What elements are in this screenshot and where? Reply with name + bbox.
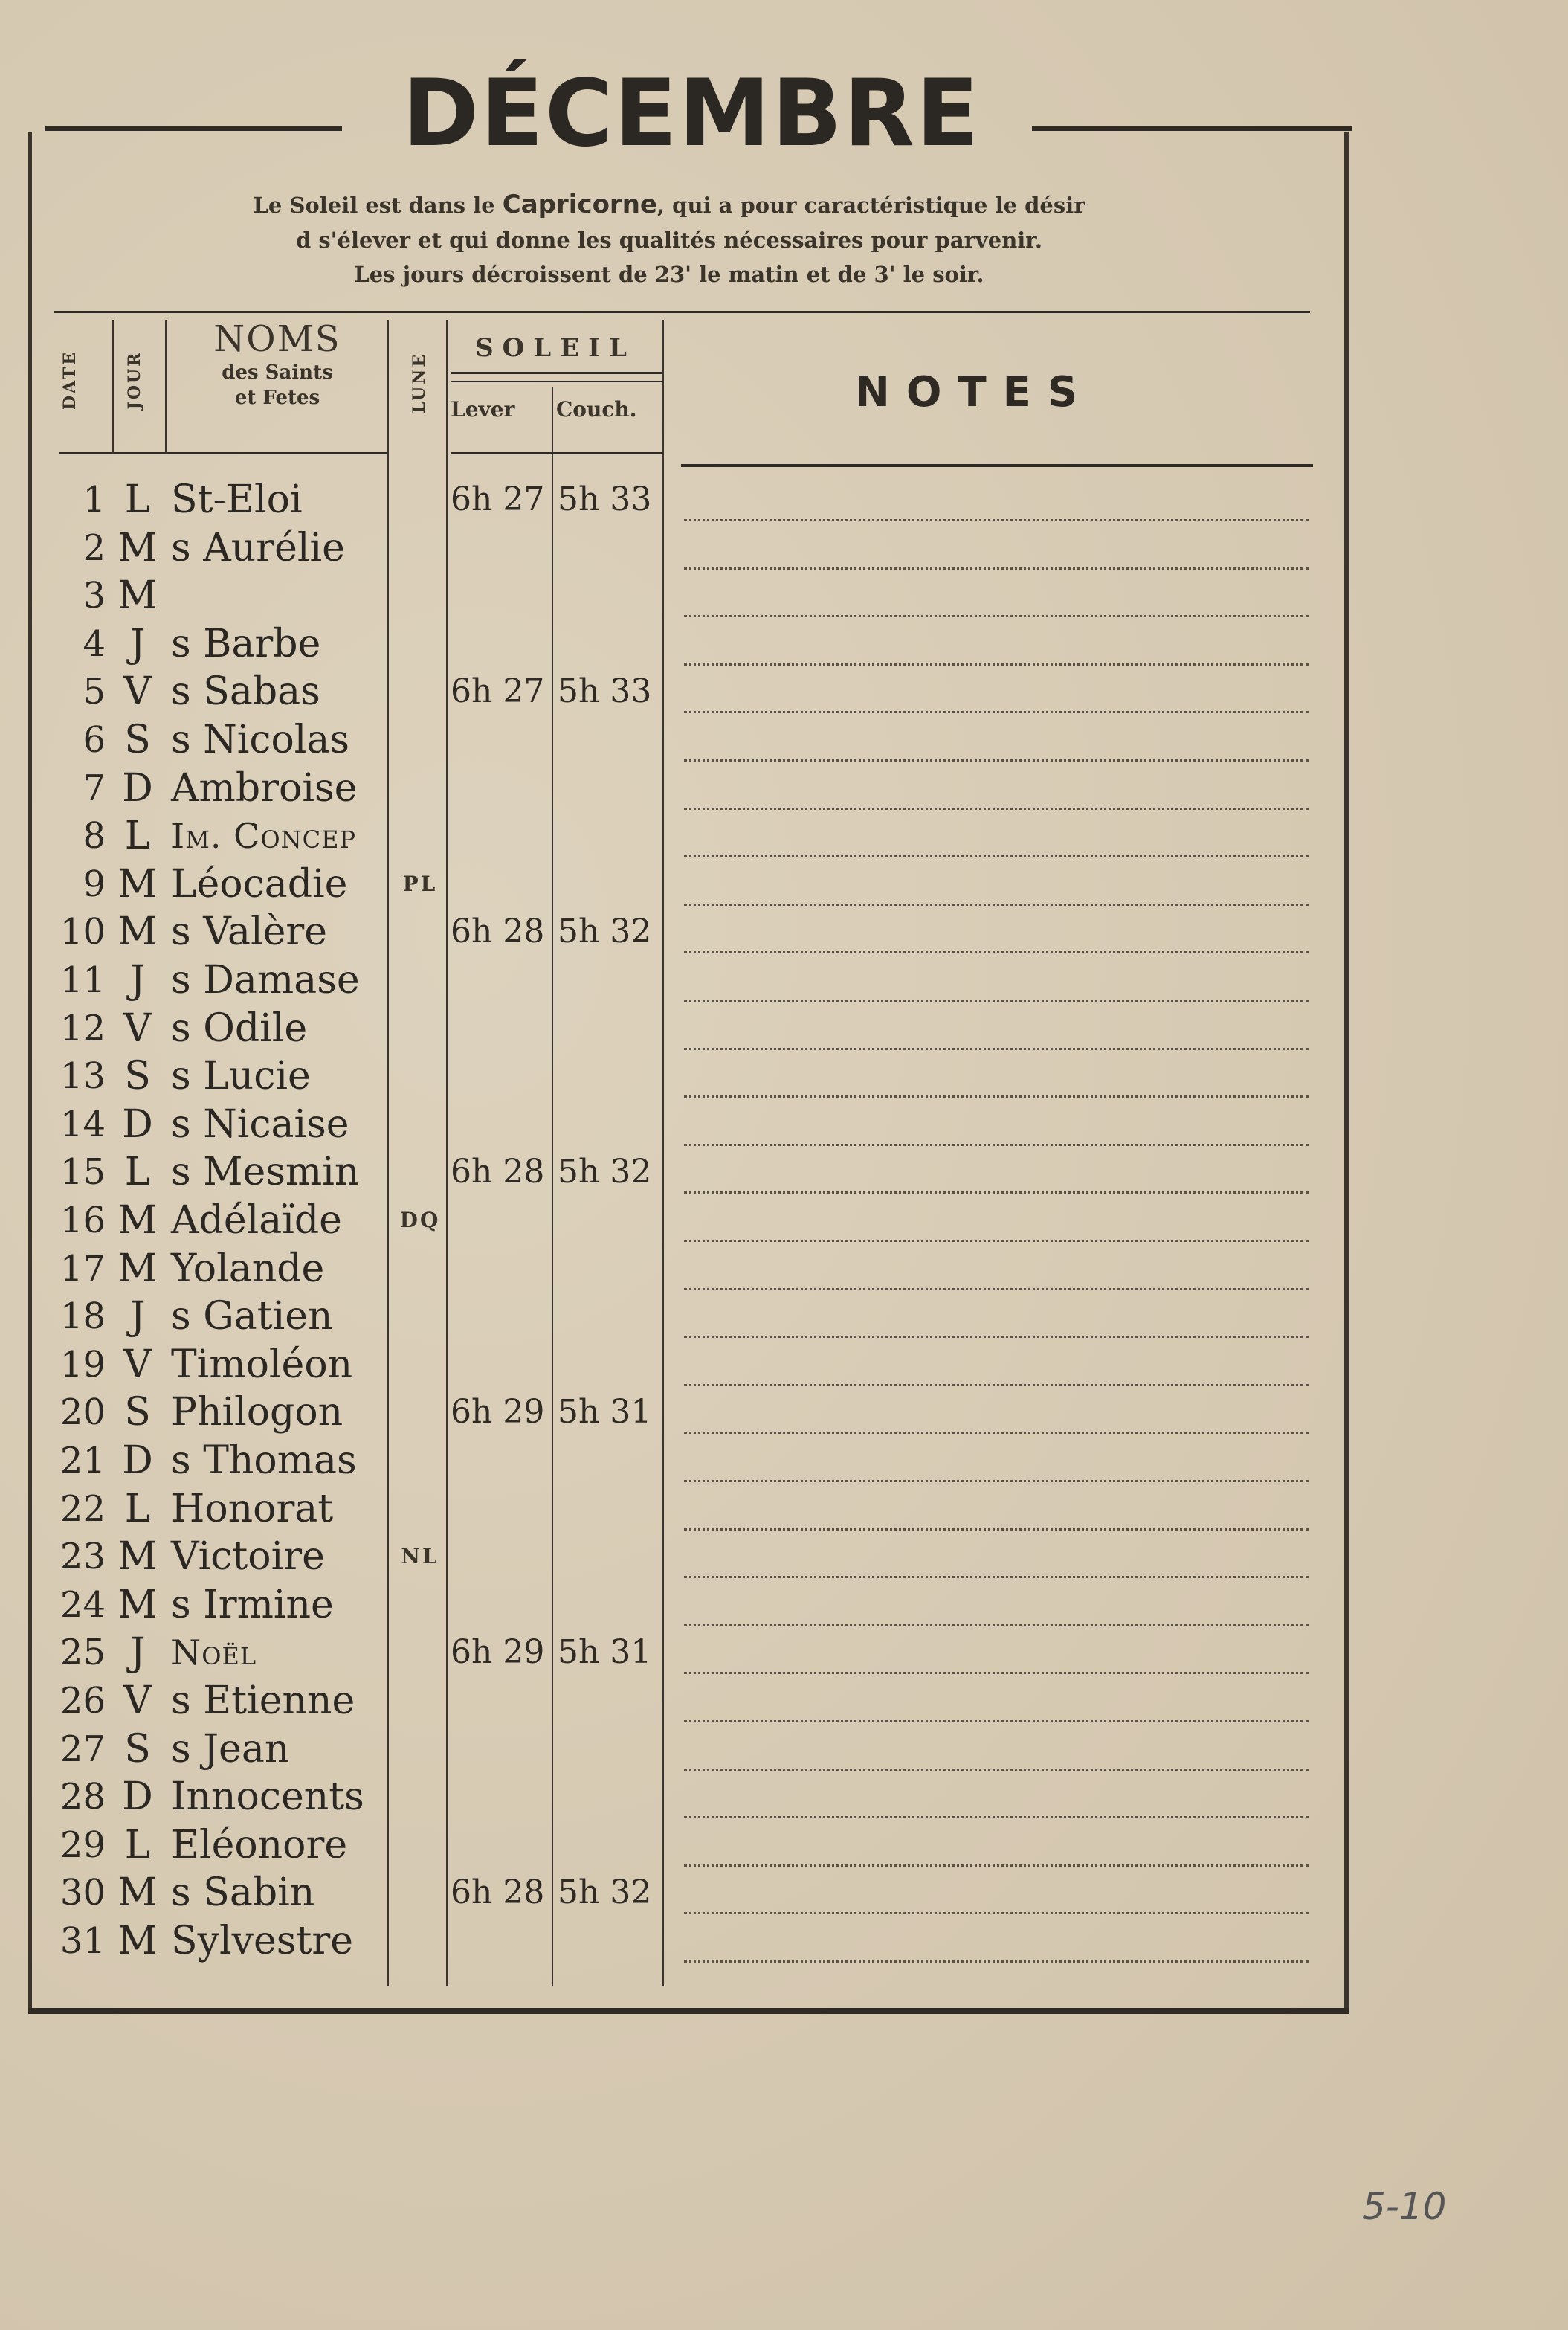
day-date: 8 <box>83 815 106 857</box>
day-row <box>0 572 1568 619</box>
header-bottom-rule-sun <box>451 452 662 454</box>
notes-line[interactable] <box>684 519 1309 521</box>
day-row <box>0 765 1568 812</box>
day-date: 12 <box>59 1007 106 1049</box>
day-row <box>0 1869 1568 1917</box>
day-weekday: L <box>124 814 151 859</box>
day-row <box>0 1341 1568 1388</box>
intro-line-2: d s'élever et qui donne les qualités nécessaires pour parvenir. <box>295 228 1043 253</box>
saint-name: s Lucie <box>171 1054 311 1099</box>
day-weekday: J <box>129 1630 146 1676</box>
notes-line[interactable] <box>684 1672 1309 1674</box>
day-date: 14 <box>59 1103 106 1145</box>
day-row <box>0 1917 1568 1965</box>
intro-text-b: , qui a pour caractéristique le désir <box>656 193 1085 218</box>
sunset-time: 5h 33 <box>558 672 652 711</box>
notes-line[interactable] <box>684 1960 1309 1963</box>
notes-line[interactable] <box>684 567 1309 570</box>
day-row <box>0 1629 1568 1676</box>
saint-name: Honorat <box>171 1486 334 1531</box>
sunset-time: 5h 32 <box>558 913 652 951</box>
notes-line[interactable] <box>684 663 1309 666</box>
day-date: 5 <box>83 671 106 713</box>
day-date: 25 <box>59 1632 106 1674</box>
saint-name: s Nicolas <box>171 718 350 762</box>
sunrise-time: 6h 29 <box>451 1633 545 1672</box>
day-weekday: S <box>124 1726 151 1771</box>
saint-name: s Nicaise <box>171 1101 349 1147</box>
sunrise-time: 6h 27 <box>451 672 545 711</box>
saint-name: Philogon <box>171 1390 343 1435</box>
notes-line[interactable] <box>684 855 1309 857</box>
day-date: 4 <box>83 622 106 665</box>
saint-name: Sylvestre <box>171 1919 353 1963</box>
saint-name: s Irmine <box>171 1582 334 1627</box>
day-row <box>0 1148 1568 1196</box>
day-weekday: S <box>124 1054 151 1099</box>
day-date: 16 <box>59 1200 106 1241</box>
day-weekday: L <box>124 477 151 522</box>
day-weekday: L <box>124 1822 151 1867</box>
saint-name: s Sabin <box>171 1870 315 1916</box>
notes-line[interactable] <box>684 1480 1309 1482</box>
intro-text-a: Le Soleil est dans le <box>253 193 495 218</box>
notes-line[interactable] <box>684 951 1309 953</box>
header-notes: NOTES <box>855 368 1094 416</box>
day-weekday: M <box>117 861 158 907</box>
notes-line[interactable] <box>684 1240 1309 1242</box>
intro-line-3: Les jours décroissent de 23' le matin et de 3' le soir. <box>354 262 984 287</box>
moon-phase: PL <box>402 871 438 896</box>
day-row <box>0 1485 1568 1533</box>
saint-name: s Thomas <box>171 1438 357 1483</box>
day-weekday: M <box>117 910 158 955</box>
saint-name: s Gatien <box>171 1294 333 1339</box>
sunset-time: 5h 32 <box>558 1873 652 1912</box>
day-date: 2 <box>83 527 106 569</box>
saint-name: s Damase <box>171 958 360 1003</box>
day-date: 21 <box>59 1440 106 1481</box>
sunrise-time: 6h 28 <box>451 1873 545 1912</box>
title-rule-right <box>1032 126 1352 131</box>
saint-name: Victoire <box>171 1534 325 1580</box>
day-weekday: J <box>129 958 146 1003</box>
col-rule-date-jour <box>112 320 114 454</box>
saint-name: Noël <box>171 1632 257 1673</box>
notes-line[interactable] <box>684 1912 1309 1914</box>
day-weekday: D <box>122 1774 153 1820</box>
saint-name: Im. Concep <box>171 816 356 857</box>
day-row <box>0 1101 1568 1148</box>
day-date: 27 <box>59 1728 106 1770</box>
day-row <box>0 956 1568 1004</box>
notes-line[interactable] <box>684 1144 1309 1146</box>
notes-line[interactable] <box>684 1769 1309 1771</box>
notes-line[interactable] <box>684 1864 1309 1867</box>
header-soleil: SOLEIL <box>475 333 636 363</box>
day-date: 6 <box>83 719 106 761</box>
day-date: 3 <box>83 575 106 617</box>
saint-name: Yolande <box>171 1246 325 1291</box>
soleil-rule-2 <box>451 381 662 382</box>
moon-phase: NL <box>401 1544 439 1569</box>
day-weekday: V <box>123 1342 152 1387</box>
saint-name: Innocents <box>171 1774 364 1820</box>
day-row <box>0 1773 1568 1821</box>
day-row <box>0 1821 1568 1869</box>
day-date: 28 <box>59 1776 106 1818</box>
notes-line[interactable] <box>684 1288 1309 1290</box>
day-weekday: V <box>123 1679 152 1723</box>
day-row <box>0 1581 1568 1629</box>
saint-name: Léocadie <box>171 861 348 907</box>
day-date: 19 <box>59 1343 106 1386</box>
saint-name: Eléonore <box>171 1822 348 1867</box>
day-weekday: M <box>117 1870 158 1916</box>
col-rule-jour-noms <box>165 320 167 454</box>
frame-bottom <box>28 2008 1349 2014</box>
day-date: 11 <box>59 959 106 1001</box>
sunrise-time: 6h 29 <box>451 1393 545 1432</box>
page-number: 5-10 <box>1362 2185 1447 2228</box>
notes-line[interactable] <box>684 1624 1309 1626</box>
day-weekday: D <box>122 1101 153 1147</box>
day-row <box>0 1197 1568 1244</box>
day-date: 15 <box>59 1151 106 1194</box>
sunrise-time: 6h 28 <box>451 1153 545 1191</box>
day-row <box>0 716 1568 764</box>
saint-name: s Mesmin <box>171 1150 360 1195</box>
day-weekday: S <box>124 718 151 762</box>
day-row <box>0 860 1568 908</box>
day-row <box>0 1052 1568 1100</box>
sunset-time: 5h 33 <box>558 480 652 518</box>
month-title: DÉCEMBRE <box>402 60 981 167</box>
header-jour: JOUR <box>125 350 144 410</box>
notes-line[interactable] <box>684 1816 1309 1818</box>
day-weekday: M <box>117 1534 158 1580</box>
header-noms-sub2: et Fetes <box>234 387 320 409</box>
day-row <box>0 476 1568 524</box>
saint-name: s Sabas <box>171 669 320 715</box>
header-lever: Lever <box>451 397 515 422</box>
moon-phase: DQ <box>399 1208 441 1232</box>
day-date: 1 <box>83 479 106 521</box>
sunrise-time: 6h 27 <box>451 480 545 518</box>
day-row <box>0 620 1568 668</box>
day-date: 22 <box>59 1487 106 1530</box>
notes-line[interactable] <box>684 1336 1309 1338</box>
sunset-time: 5h 32 <box>558 1153 652 1191</box>
day-date: 24 <box>59 1583 106 1626</box>
notes-line[interactable] <box>684 1048 1309 1050</box>
day-date: 17 <box>59 1247 106 1290</box>
day-weekday: M <box>117 1919 158 1963</box>
day-row <box>0 668 1568 715</box>
day-row <box>0 812 1568 860</box>
day-weekday: V <box>123 669 152 715</box>
day-weekday: L <box>124 1150 151 1195</box>
day-date: 31 <box>59 1920 106 1962</box>
day-date: 9 <box>83 863 106 905</box>
notes-line[interactable] <box>684 759 1309 762</box>
saint-name: s Etienne <box>171 1679 355 1723</box>
saint-name: s Jean <box>171 1726 290 1771</box>
day-weekday: D <box>122 1438 153 1483</box>
sunrise-time: 6h 28 <box>451 913 545 951</box>
day-row <box>0 1245 1568 1293</box>
day-weekday: M <box>117 1246 158 1291</box>
notes-line[interactable] <box>684 711 1309 713</box>
day-row <box>0 1293 1568 1340</box>
day-date: 13 <box>59 1055 106 1098</box>
header-bottom-rule-notes <box>681 464 1313 467</box>
day-weekday: S <box>124 1390 151 1435</box>
day-weekday: V <box>123 1005 152 1051</box>
saint-name: St-Eloi <box>171 477 303 522</box>
notes-line[interactable] <box>684 1432 1309 1434</box>
saint-name: Adélaïde <box>171 1198 342 1243</box>
day-date: 30 <box>59 1872 106 1914</box>
title-rule-left <box>45 126 342 131</box>
header-date: DATE <box>60 350 80 411</box>
day-weekday: M <box>117 1582 158 1627</box>
notes-line[interactable] <box>684 1384 1309 1386</box>
day-date: 10 <box>59 911 106 953</box>
saint-name: Timoléon <box>171 1342 353 1387</box>
day-row <box>0 1725 1568 1773</box>
day-row <box>0 908 1568 956</box>
soleil-rule <box>451 372 662 374</box>
sunset-time: 5h 31 <box>558 1393 652 1432</box>
day-weekday: M <box>117 525 158 570</box>
day-row <box>0 1437 1568 1484</box>
day-date: 23 <box>59 1536 106 1578</box>
intro-divider <box>54 311 1310 313</box>
header-noms-sub1: des Saints <box>222 361 333 384</box>
saint-name: s Odile <box>171 1005 308 1051</box>
notes-line[interactable] <box>684 615 1309 617</box>
saint-name: s Barbe <box>171 621 321 666</box>
notes-line[interactable] <box>684 1000 1309 1002</box>
saint-name: Ambroise <box>171 765 358 811</box>
notes-line[interactable] <box>684 904 1309 906</box>
notes-line[interactable] <box>684 1095 1309 1098</box>
zodiac-sign: Capricorne <box>502 190 657 219</box>
day-date: 7 <box>83 767 106 809</box>
notes-line[interactable] <box>684 1720 1309 1722</box>
day-row <box>0 1533 1568 1580</box>
day-weekday: J <box>129 1294 146 1339</box>
sunset-time: 5h 31 <box>558 1633 652 1672</box>
header-couch: Couch. <box>556 397 637 422</box>
day-weekday: D <box>122 765 153 811</box>
saint-name: s Valère <box>171 910 328 955</box>
header-bottom-rule-left <box>59 452 387 454</box>
notes-line[interactable] <box>684 808 1309 810</box>
day-row <box>0 1005 1568 1052</box>
day-row <box>0 524 1568 572</box>
day-weekday: M <box>117 1198 158 1243</box>
intro-line-1 <box>89 189 1249 221</box>
day-weekday: M <box>117 573 158 619</box>
day-weekday: J <box>129 621 146 666</box>
day-row <box>0 1677 1568 1725</box>
header-lune: LUNE <box>410 352 429 414</box>
notes-line[interactable] <box>684 1191 1309 1194</box>
day-date: 18 <box>59 1296 106 1338</box>
header-noms-title: NOMS <box>213 318 341 360</box>
day-date: 20 <box>59 1391 106 1434</box>
day-date: 26 <box>59 1680 106 1722</box>
header-noms <box>170 318 385 411</box>
notes-line[interactable] <box>684 1528 1309 1531</box>
day-row <box>0 1388 1568 1436</box>
notes-line[interactable] <box>684 1576 1309 1578</box>
day-weekday: L <box>124 1486 151 1531</box>
day-date: 29 <box>59 1824 106 1866</box>
saint-name: s Aurélie <box>171 525 345 570</box>
